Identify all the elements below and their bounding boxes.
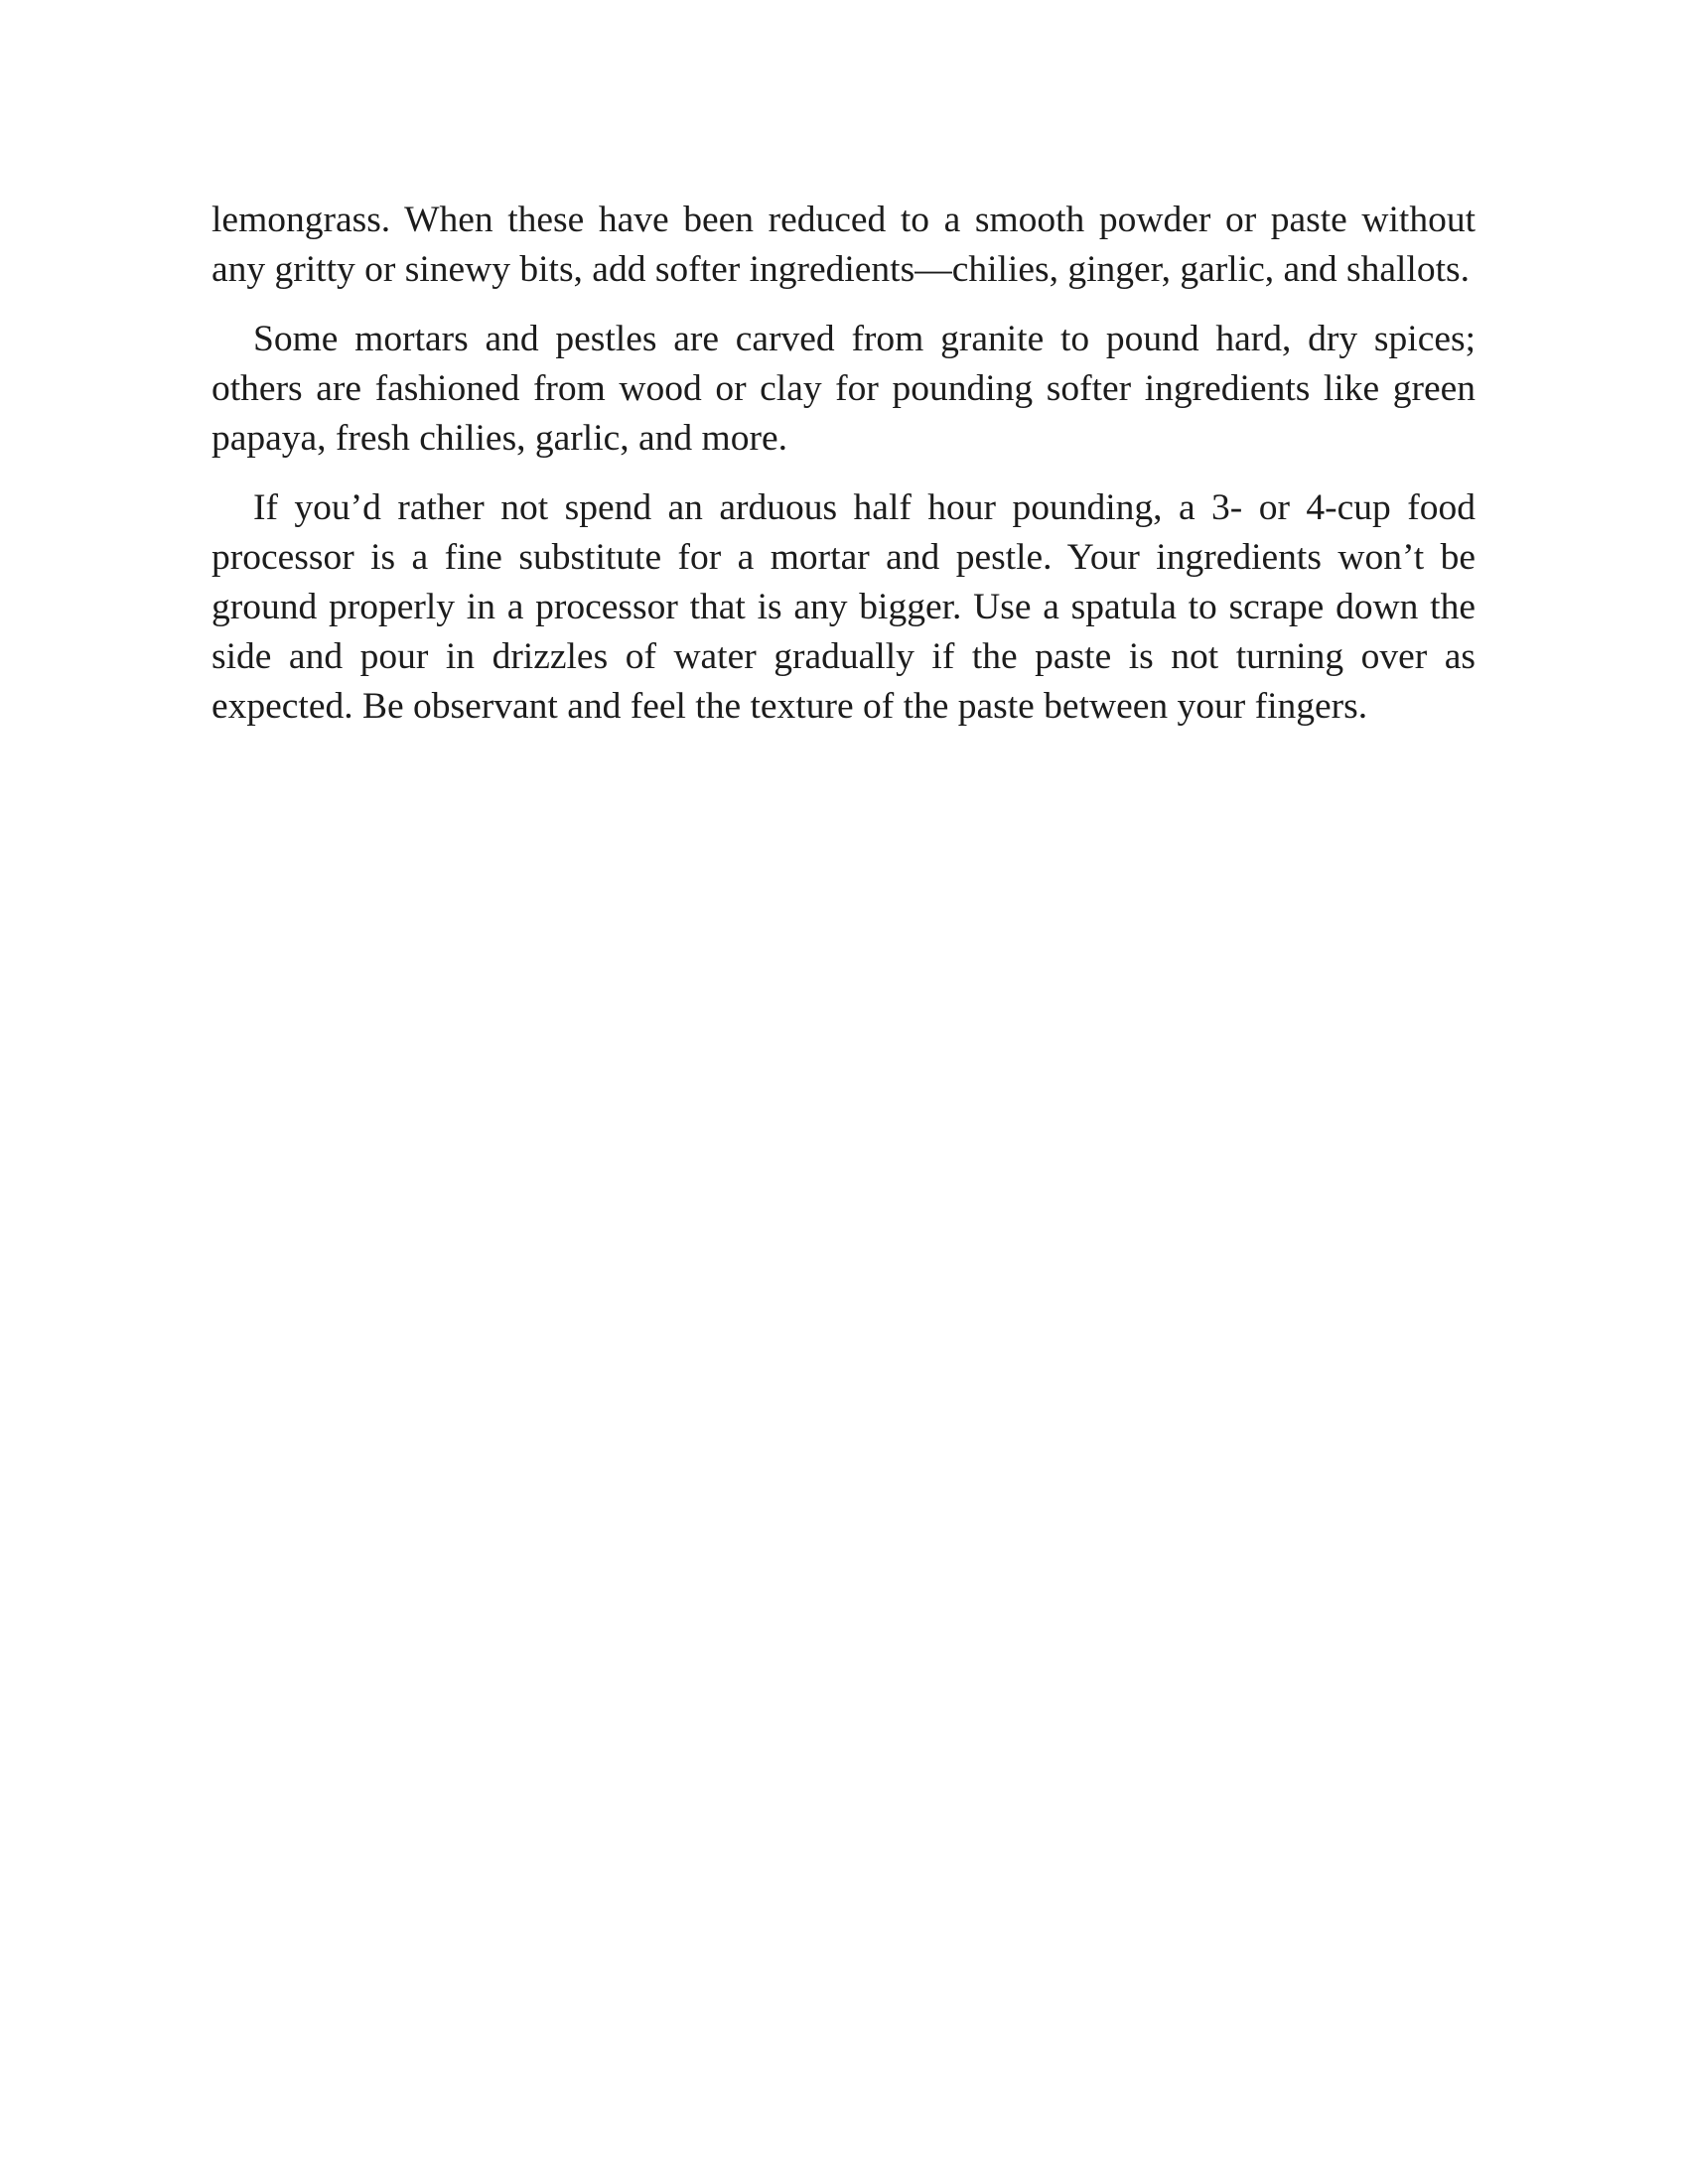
paragraph-mortars: Some mortars and pestles are carved from granite to pound hard, dry spices; others are fashioned from wood or clay for pounding softer ingredients like green papaya, fresh chilies, garlic, and more. xyxy=(211,319,1476,459)
paragraph-food-processor: If you’d rather not spend an arduous half hour pounding, a 3- or 4-cup food processor is a fine substitute for a mortar and pestle. Your ingredients won’t be ground properly in a processor that is any bigger. Use a spatula to scrape down the side and pour in drizzles of water gradually if the paste is not turning over as expected. Be observant and feel the texture of the paste between your fingers. xyxy=(211,487,1476,727)
paragraph-continued: lemongrass. When these have been reduced to a smooth powder or paste without any gritty or sinewy bits, add softer ingredients—chilies, ginger, garlic, and shallots. xyxy=(211,200,1476,290)
body-text xyxy=(211,196,1476,751)
